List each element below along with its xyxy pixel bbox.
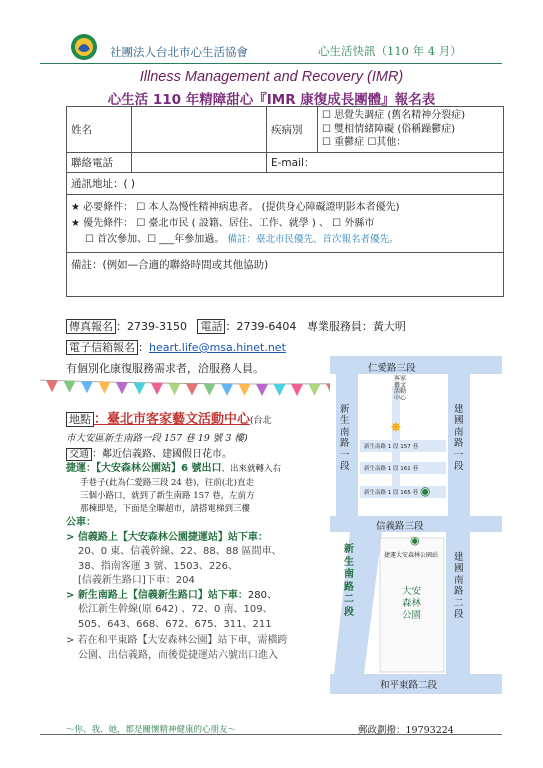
bunting-flag <box>81 381 93 393</box>
required-checkbox[interactable]: ☐ 本人為慢性精神病患者。 (提供身心障礙證明影本者優先) <box>136 201 400 213</box>
title-chinese: 心生活 110 年精障甜心『IMR 康復成長團體』報名表 <box>107 92 436 108</box>
lane-157: 新生南路 1 段 157 巷 <box>364 444 418 450</box>
bunting-flag <box>221 384 233 396</box>
mrt-heading: 捷運：【大安森林公園站】6 號出口 <box>66 463 222 475</box>
bus1-line-0: 20、0 東、信義幹線、22、88、88 區間車、 <box>78 546 282 558</box>
bus2-tail: 280、 <box>247 589 277 601</box>
bus1-line-1: 38、指南客運 3 號、1503、226、 <box>78 560 238 572</box>
illness-options[interactable] <box>318 107 504 153</box>
bus1-line-2: [信義新生路口]下車：204 <box>78 575 195 587</box>
email-register-label: 電子信箱報名 <box>66 340 138 355</box>
illness-option-depression[interactable]: ☐ 重鬱症 ☐其他： <box>322 137 407 149</box>
priority-label: ★ 優先條件： <box>71 217 134 229</box>
remark-field[interactable]: 備註：(例如—合適的聯絡時間或其他協助) <box>67 253 504 297</box>
newsletter-issue: 心生活快訊（110 年 4 月） <box>318 44 462 58</box>
venue-label: 客家 藝文 活動 中心 <box>394 375 407 402</box>
bunting-flag <box>309 384 321 396</box>
place-address: 市大安區新生南路一段 157 巷 19 號 3 樓) <box>66 432 248 444</box>
mrt-exit-icon: ◉ <box>420 484 431 498</box>
bus3-line-0: > 若在和平東路【大安森林公園】站下車，需橫跨 <box>66 635 288 647</box>
email-line: 電子信箱報名 ：heart.life@msa.hinet.net <box>66 339 286 355</box>
transport-label: 交通 <box>66 448 92 461</box>
org-name: 社團法人台北市心生活協會 <box>110 45 248 59</box>
contact-line <box>66 318 406 334</box>
place-label: 地點 <box>66 412 94 427</box>
first-time-checkbox[interactable]: ☐ 首次參加、☐ ___年參加過。 <box>85 233 225 245</box>
bunting-flag <box>274 384 286 396</box>
mrt-line-3: 那棟即是，下面是全聯超市，請搭電梯到三樓 <box>80 503 251 514</box>
footer-divider <box>40 734 502 735</box>
email-label: E-mail： <box>271 157 315 169</box>
tel-label: 電話 <box>197 319 225 334</box>
road-jianguo-2: 建 國 南 路 二 段 <box>454 552 464 620</box>
illness-option-schizophrenia[interactable]: ☐ 思覺失調症 (舊名精神分裂症) <box>322 110 466 122</box>
phone-label: 聯絡電話 <box>67 153 132 173</box>
priority-note: 備註：臺北市民優先、首次報名者優先。 <box>227 233 399 245</box>
bus3-line-1: 公園、出信義路，而後從捷運站六號出口進入 <box>78 649 278 661</box>
bunting-flag <box>99 382 111 394</box>
road-xinsheng-1: 新 生 南 路 一 段 <box>340 404 350 472</box>
logo <box>70 33 98 61</box>
priority-checkbox[interactable]: ☐ 臺北市民 ( 設籍、居住、工作、就學 ) 、 ☐ 外縣市 <box>136 217 375 229</box>
mrt-logo-icon: ◉ <box>410 534 420 547</box>
road-xinsheng-2: 新 生 南 路 二 段 <box>344 544 354 618</box>
bunting-flag <box>134 383 146 395</box>
illness-option-bipolar[interactable]: ☐ 雙相情緒障礙 (俗稱躁鬱症) <box>322 123 456 135</box>
mrt-line-2: 三個小路口，就到了新生南路 157 巷，左前方 <box>80 490 255 501</box>
service-note: 有個別化康復服務需求者，洽服務人員。 <box>66 362 264 375</box>
fax-number: ：2739-3150 <box>116 320 187 333</box>
bus1-heading: > 信義路上【大安森林公園捷運站】站下車： <box>66 531 268 543</box>
road-jianguo-1: 建 國 南 路 一 段 <box>454 404 464 472</box>
name-field[interactable] <box>132 107 267 153</box>
bunting-flag <box>46 380 58 392</box>
place-addr-open: (台北 <box>250 416 272 426</box>
lane-165: 新生南路 1 段 165 巷 <box>364 490 418 496</box>
required-label: ★ 必要條件： <box>71 201 134 213</box>
bunting-flag <box>64 381 76 393</box>
bus2-line-0: 松江新生幹線(原 642) 、72、0 南、109、 <box>78 604 273 616</box>
illness-label: 疾病別 <box>267 107 318 153</box>
footer-slogan: ～你、我、她，都是關懷精神健康的心朋友～ <box>66 725 237 735</box>
bus2-line-1: 505、643、668、672、675、311、211 <box>78 618 272 630</box>
mrt-station-label: 捷運大安森林公園站 <box>384 552 439 559</box>
place-name: ：臺北市客家藝文活動中心 <box>94 412 251 427</box>
postal-account: 郵政劃撥：19793224 <box>358 725 454 736</box>
bus2-heading: > 新生南路上【信義新生路口】站下車： <box>66 589 248 601</box>
registration-form <box>66 106 504 297</box>
road-heping: 和平東路二段 <box>380 680 438 691</box>
bunting-flag <box>169 383 181 395</box>
location-map <box>330 356 502 696</box>
email-field[interactable] <box>267 153 504 173</box>
venue-star-icon: ✸ <box>390 420 402 436</box>
transport-text: ：鄰近信義路、建國假日花市。 <box>92 448 232 460</box>
road-renai: 仁愛路三段 <box>368 363 416 374</box>
tel-number: ：2739-6404 <box>225 320 297 333</box>
bunting-flag <box>151 383 163 395</box>
bunting-flag <box>291 384 303 396</box>
fax-label: 傳真報名 <box>66 319 116 334</box>
phone-field[interactable] <box>132 153 267 173</box>
park-label: 大安 森林 公園 <box>402 586 422 621</box>
bunting-flag <box>116 382 128 394</box>
bunting-flag <box>239 384 251 396</box>
header-divider <box>40 63 502 64</box>
mrt-line-1: 手巷子(此為仁愛路三段 24 巷)，往前(北)直走 <box>80 477 254 488</box>
staff-name: 專業服務員：黃大明 <box>306 320 406 333</box>
road-xinyi: 信義路三段 <box>376 521 424 532</box>
bus-heading: 公車： <box>66 517 96 529</box>
conditions-cell <box>67 195 504 253</box>
title-english: Illness Management and Recovery (IMR) <box>139 69 404 85</box>
location-block <box>66 411 316 663</box>
lane-161: 新生南路 1 段 161 巷 <box>364 466 418 472</box>
name-label: 姓名 <box>67 107 132 153</box>
bunting-flag <box>204 384 216 396</box>
bunting-flag <box>256 384 268 396</box>
email-link[interactable]: heart.life@msa.hinet.net <box>149 341 286 354</box>
address-field[interactable]: 通訊地址：( ) <box>67 173 504 195</box>
bunting-flag <box>186 383 198 395</box>
mrt-line-0: 、出來就轉入右 <box>221 464 281 475</box>
